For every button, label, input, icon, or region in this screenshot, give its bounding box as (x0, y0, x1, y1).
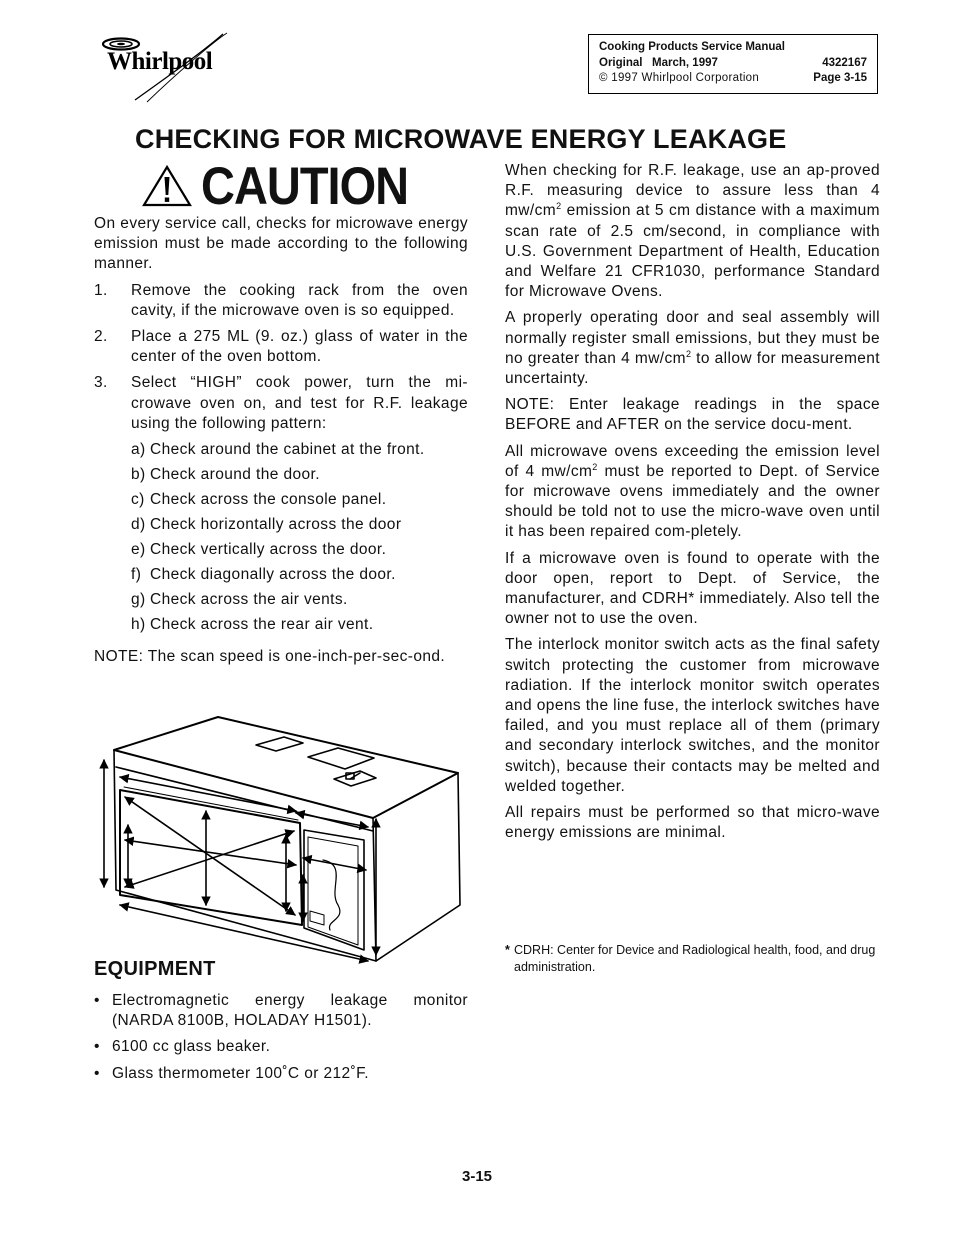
step-number: 1. (94, 281, 108, 299)
pattern-text: Check horizontally across the door (150, 516, 402, 534)
pattern-text: Check around the cabinet at the front. (150, 441, 425, 459)
interlock-paragraph: The interlock monitor switch acts as the final safety switch protecting the customer from microwave radiation. If the interlock monitor switch operates and opens the line fuse, the interlock switches have failed, and you must replace all of them (primary and secondary interlock switches, and the monitor switch), because their contacts may be melted and welded together. (505, 636, 880, 795)
pattern-key: e) (131, 541, 146, 559)
procedure-steps (94, 281, 468, 434)
left-column (94, 214, 468, 673)
rf-measurement-paragraph: When checking for R.F. leakage, use an ap-proved R.F. measuring device to assure less than 4 $mw/cm^2$ emission at 5 cm distance with a maximum scan rate of 2.5 cm/second, in compliance with U.S. Government Department of Health, Education and Welfare 21 CFR1030, performance Standard for Microwave Ovens. (505, 162, 880, 301)
step-number: 3. (94, 374, 108, 392)
header-page: Page 3-15 (813, 72, 867, 84)
pattern-text: Check across the console panel. (150, 491, 387, 509)
leakage-readings-note: NOTE: Enter leakage readings in the space BEFORE and AFTER on the service docu-ment. (505, 396, 880, 434)
pattern-key: h) (131, 616, 146, 634)
step-text: Place a 275 ML (9. oz.) glass of water in the center of the oven bottom. (131, 328, 468, 366)
repairs-paragraph: All repairs must be performed so that micro-wave energy emissions are minimal. (505, 804, 880, 842)
step-item (94, 281, 468, 321)
pattern-item (131, 515, 468, 535)
equipment-item: • Glass thermometer 100˚C or 212˚F. (94, 1064, 468, 1084)
caution-banner (141, 155, 409, 216)
step-item (94, 327, 468, 367)
pattern-text: Check vertically across the door. (150, 541, 387, 559)
pattern-item (131, 540, 468, 560)
pattern-text: Check around the door. (150, 466, 320, 484)
footnote-text: CDRH: Center for Device and Radiological health, food, and drug administration. (514, 943, 876, 974)
pattern-text: Check across the rear air vent. (150, 616, 374, 634)
equipment-item-text: Electromagnetic energy leakage monitor (NARDA 8100B, HOLADAY H1501). (112, 992, 468, 1030)
pattern-text: Check across the air vents. (150, 591, 348, 609)
manual-title: Cooking Products Service Manual (599, 41, 785, 53)
scan-speed-note: NOTE: The scan speed is one-inch-per-sec-ond. (94, 648, 446, 666)
door-open-paragraph: If a microwave oven is found to operate with the door open, report to Dept. of Service, the manufacturer, and CDRH* immediately. Also tell the owner not to use the oven. (505, 549, 880, 628)
pattern-key: g) (131, 591, 146, 609)
microwave-scan-diagram (98, 715, 468, 975)
pattern-item (131, 615, 468, 635)
right-column (505, 161, 880, 850)
pattern-key: f) (131, 566, 142, 584)
pattern-text: Check diagonally across the door. (150, 566, 396, 584)
footnote-marker: * (505, 943, 510, 957)
equipment-item: • Electromagnetic energy leakage monitor (NARDA 8100B, HOLADAY H1501). (94, 991, 468, 1031)
page-title: CHECKING FOR MICROWAVE ENERGY LEAKAGE (135, 124, 787, 154)
equipment-item-text: 6100 cc glass beaker. (112, 1038, 271, 1056)
original-date: Original March, 1997 (599, 56, 718, 69)
equipment-item-text: Glass thermometer 100˚C or 212˚F. (112, 1064, 369, 1082)
pattern-key: b) (131, 466, 146, 484)
pattern-item (131, 465, 468, 485)
whirlpool-logo (95, 30, 245, 105)
footnote (505, 942, 880, 975)
step-item (94, 373, 468, 434)
step-number: 2. (94, 328, 108, 346)
page-number: 3-15 (461, 1168, 493, 1185)
equipment-item: • 6100 cc glass beaker. (94, 1037, 468, 1057)
pattern-item (131, 590, 468, 610)
pattern-item (131, 440, 468, 460)
step-text: Select “HIGH” cook power, turn the mi-crowave oven on, and test for R.F. leakage using the following pattern: (131, 374, 468, 432)
pattern-item (131, 565, 468, 585)
equipment-list (94, 991, 468, 1090)
copyright: © 1997 Whirlpool Corporation (599, 72, 760, 84)
pattern-key: a) (131, 441, 146, 459)
leakage-pattern-list (131, 440, 468, 635)
pattern-key: d) (131, 516, 146, 534)
door-seal-paragraph: A properly operating door and seal assembly will normally register small emissions, but they must be no greater than 4 $mw/cm^2$ to allow for measurement uncertainty. (505, 309, 880, 388)
pattern-item (131, 490, 468, 510)
equipment-heading: EQUIPMENT (94, 958, 216, 980)
logo-wordmark: Whirlpool (107, 48, 213, 75)
intro-paragraph: On every service call, checks for microwave energy emission must be made according to the following manner. (94, 215, 468, 273)
step-text: Remove the cooking rack from the oven cavity, if the microwave oven is so equipped. (131, 281, 468, 319)
warning-triangle-icon (141, 164, 193, 208)
pattern-key: c) (131, 491, 145, 509)
emission-level-paragraph: All microwave ovens exceeding the emission level of 4 $mw/cm^2$ must be reported to Dept. of Service for microwave ovens immediately and the owner should be told not to use the micro-wave oven until it has been repaired com-pletely. (505, 442, 880, 541)
caution-heading: CAUTION (201, 155, 409, 216)
document-number: 4322167 (822, 56, 867, 69)
document-header-box (588, 34, 878, 94)
